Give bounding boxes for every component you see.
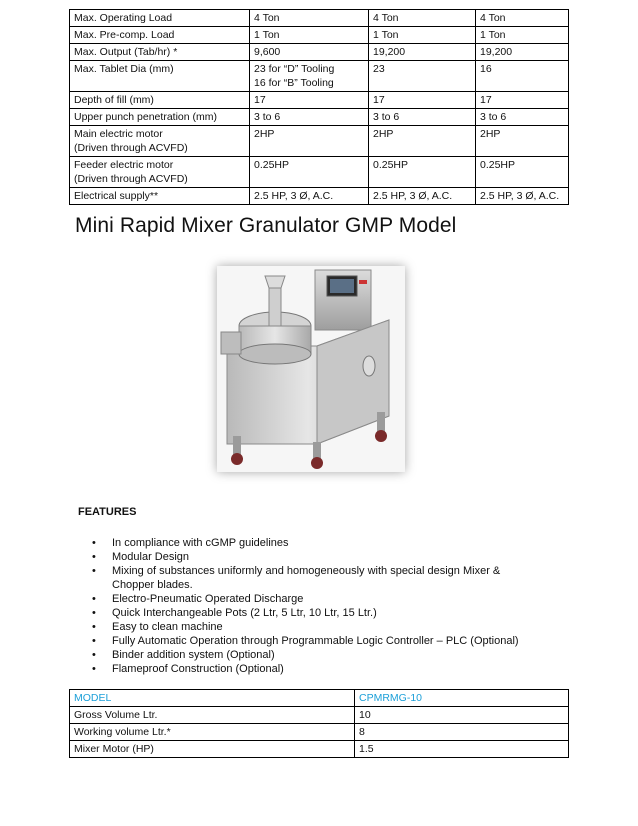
table-row <box>70 61 569 92</box>
spec-value-line: 16 for “B” Tooling <box>254 77 334 89</box>
spec-label: Max. Output (Tab/hr) * <box>70 44 250 61</box>
spec-label: Max. Tablet Dia (mm) <box>70 61 250 92</box>
spec-label: Upper punch penetration (mm) <box>70 109 250 126</box>
table-header-row <box>70 690 569 707</box>
spec-value-line: 23 for “D” Tooling <box>254 63 335 75</box>
model-label: Gross Volume Ltr. <box>70 707 355 724</box>
list-item: • Quick Interchangeable Pots (2 Ltr, 5 Ltr, 10 Ltr, 15 Ltr.) <box>92 606 542 620</box>
table-row <box>70 126 569 157</box>
table-row <box>70 109 569 126</box>
list-item: • Mixing of substances uniformly and homogeneously with special design Mixer & Chopper blades. <box>92 564 542 592</box>
table-row <box>70 157 569 188</box>
spec-value: 1 Ton <box>250 27 369 44</box>
spec-value: 1 Ton <box>476 27 569 44</box>
spec-label: Depth of fill (mm) <box>70 92 250 109</box>
table-row <box>70 724 569 741</box>
spec-label-line: (Driven through ACVFD) <box>74 173 188 185</box>
spec-value: 3 to 6 <box>476 109 569 126</box>
spec-value: 9,600 <box>250 44 369 61</box>
spec-label-line: (Driven through ACVFD) <box>74 142 188 154</box>
model-header-value: CPMRMG-10 <box>355 690 569 707</box>
table-row <box>70 707 569 724</box>
spec-label: Max. Operating Load <box>70 10 250 27</box>
spec-value: 2.5 HP, 3 Ø, A.C. <box>476 188 569 205</box>
mixer-granulator-illustration <box>217 266 405 472</box>
spec-value: 19,200 <box>369 44 476 61</box>
spec-value: 4 Ton <box>476 10 569 27</box>
spec-value: 2HP <box>250 126 369 157</box>
list-item: • Electro-Pneumatic Operated Discharge <box>92 592 542 606</box>
model-table <box>69 689 569 758</box>
model-label: Mixer Motor (HP) <box>70 741 355 758</box>
spec-value: 0.25HP <box>250 157 369 188</box>
spec-value: 19,200 <box>476 44 569 61</box>
spec-value: 3 to 6 <box>369 109 476 126</box>
spec-value: 2HP <box>476 126 569 157</box>
page-title: Mini Rapid Mixer Granulator GMP Model <box>75 214 457 237</box>
table-row <box>70 188 569 205</box>
spec-value <box>250 61 369 92</box>
list-item: • Easy to clean machine <box>92 620 542 634</box>
model-value: 8 <box>355 724 569 741</box>
table-row <box>70 741 569 758</box>
table-row <box>70 92 569 109</box>
spec-value: 17 <box>369 92 476 109</box>
spec-value: 3 to 6 <box>250 109 369 126</box>
spec-value: 17 <box>250 92 369 109</box>
mixer-granulator-photo <box>217 266 405 472</box>
spec-value: 16 <box>476 61 569 92</box>
model-label: Working volume Ltr.* <box>70 724 355 741</box>
list-item: • In compliance with cGMP guidelines <box>92 536 542 550</box>
model-value: 1.5 <box>355 741 569 758</box>
spec-value: 17 <box>476 92 569 109</box>
spec-label <box>70 157 250 188</box>
spec-value: 23 <box>369 61 476 92</box>
specification-table <box>69 9 569 205</box>
spec-label-line: Feeder electric motor <box>74 159 174 171</box>
features-list <box>92 536 542 676</box>
table-row <box>70 10 569 27</box>
table-row <box>70 44 569 61</box>
features-heading: FEATURES <box>78 506 137 518</box>
spec-value: 2HP <box>369 126 476 157</box>
spec-label-line: Main electric motor <box>74 128 163 140</box>
model-header-label: MODEL <box>70 690 355 707</box>
spec-value: 2.5 HP, 3 Ø, A.C. <box>250 188 369 205</box>
spec-value: 4 Ton <box>369 10 476 27</box>
spec-value: 4 Ton <box>250 10 369 27</box>
spec-value: 1 Ton <box>369 27 476 44</box>
spec-label: Max. Pre-comp. Load <box>70 27 250 44</box>
list-item: • Binder addition system (Optional) <box>92 648 542 662</box>
list-item: • Fully Automatic Operation through Programmable Logic Controller – PLC (Optional) <box>92 634 542 648</box>
spec-value: 2.5 HP, 3 Ø, A.C. <box>369 188 476 205</box>
spec-label <box>70 126 250 157</box>
spec-label: Electrical supply** <box>70 188 250 205</box>
model-value: 10 <box>355 707 569 724</box>
list-item: • Flameproof Construction (Optional) <box>92 662 542 676</box>
spec-value: 0.25HP <box>369 157 476 188</box>
spec-value: 0.25HP <box>476 157 569 188</box>
list-item: • Modular Design <box>92 550 542 564</box>
table-row <box>70 27 569 44</box>
